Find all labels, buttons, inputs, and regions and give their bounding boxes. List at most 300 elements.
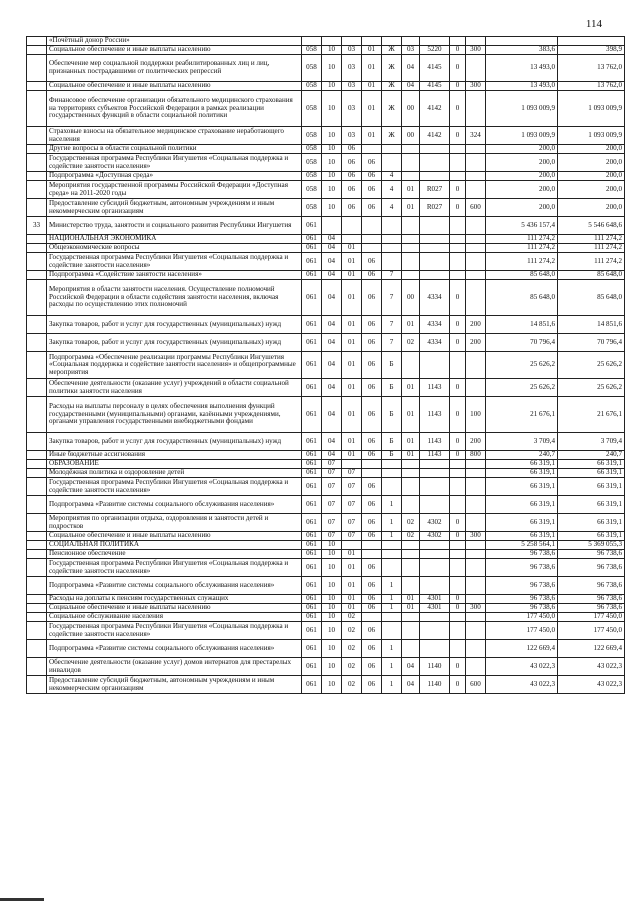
- table-row: [27, 235, 625, 244]
- code-cell: [450, 235, 466, 244]
- code-cell: 01: [362, 91, 382, 127]
- code-cell: [466, 460, 486, 469]
- row-name: Мероприятия государственной программы Российской Федерации «Доступная среда» на 2011-2020 годы: [47, 181, 302, 199]
- code-cell: [402, 271, 420, 280]
- amount-year-2: 43 022,3: [558, 676, 625, 694]
- row-name: Подпрограмма «Развитие системы социального обслуживания населения»: [47, 577, 302, 595]
- row-number: [27, 433, 47, 451]
- table-row: [27, 316, 625, 334]
- code-cell: [402, 496, 420, 514]
- table-row: [27, 217, 625, 235]
- table-row: [27, 244, 625, 253]
- amount-year-1: 5 258 564,1: [486, 541, 558, 550]
- amount-year-1: 122 669,4: [486, 640, 558, 658]
- code-cell: 01: [402, 604, 420, 613]
- code-cell: [420, 460, 450, 469]
- row-number: [27, 514, 47, 532]
- code-cell: 0: [450, 379, 466, 397]
- page-number: 114: [585, 18, 602, 30]
- code-cell: [362, 469, 382, 478]
- code-cell: [420, 172, 450, 181]
- code-cell: 06: [362, 199, 382, 217]
- code-cell: [420, 640, 450, 658]
- amount-year-1: 1 093 009,9: [486, 127, 558, 145]
- code-cell: 01: [402, 379, 420, 397]
- code-cell: [382, 235, 402, 244]
- amount-year-1: 43 022,3: [486, 658, 558, 676]
- amount-year-2: 200,0: [558, 181, 625, 199]
- code-cell: 01: [342, 451, 362, 460]
- code-cell: 07: [322, 532, 342, 541]
- code-cell: 058: [302, 91, 322, 127]
- code-cell: [382, 469, 402, 478]
- row-number: [27, 127, 47, 145]
- row-name: Молодёжная политика и оздоровление детей: [47, 469, 302, 478]
- code-cell: 04: [322, 244, 342, 253]
- amount-year-1: 43 022,3: [486, 676, 558, 694]
- code-cell: 10: [322, 82, 342, 91]
- code-cell: [466, 235, 486, 244]
- code-cell: [322, 217, 342, 235]
- code-cell: 06: [362, 604, 382, 613]
- code-cell: 07: [342, 514, 362, 532]
- code-cell: 01: [402, 451, 420, 460]
- code-cell: 061: [302, 397, 322, 433]
- code-cell: 00: [402, 280, 420, 316]
- code-cell: 01: [342, 280, 362, 316]
- code-cell: 06: [362, 532, 382, 541]
- code-cell: 061: [302, 379, 322, 397]
- code-cell: [402, 235, 420, 244]
- code-cell: 1: [382, 595, 402, 604]
- code-cell: 01: [362, 82, 382, 91]
- code-cell: 06: [362, 451, 382, 460]
- code-cell: 4334: [420, 280, 450, 316]
- code-cell: 04: [402, 82, 420, 91]
- code-cell: 061: [302, 577, 322, 595]
- amount-year-1: 111 274,2: [486, 235, 558, 244]
- amount-year-2: 96 738,6: [558, 559, 625, 577]
- code-cell: [450, 469, 466, 478]
- table-row: [27, 532, 625, 541]
- code-cell: [382, 622, 402, 640]
- amount-year-1: 66 319,1: [486, 532, 558, 541]
- code-cell: [466, 172, 486, 181]
- code-cell: 0: [450, 280, 466, 316]
- code-cell: [322, 37, 342, 46]
- code-cell: 04: [322, 271, 342, 280]
- code-cell: [420, 253, 450, 271]
- code-cell: 07: [342, 496, 362, 514]
- code-cell: 300: [466, 604, 486, 613]
- amount-year-2: [558, 37, 625, 46]
- code-cell: 200: [466, 316, 486, 334]
- amount-year-2: 200,0: [558, 154, 625, 172]
- code-cell: 300: [466, 46, 486, 55]
- code-cell: [402, 541, 420, 550]
- code-cell: 01: [402, 433, 420, 451]
- row-number: [27, 271, 47, 280]
- row-number: [27, 172, 47, 181]
- code-cell: 058: [302, 199, 322, 217]
- code-cell: [466, 244, 486, 253]
- amount-year-2: 111 274,2: [558, 235, 625, 244]
- amount-year-2: 96 738,6: [558, 550, 625, 559]
- code-cell: 06: [362, 433, 382, 451]
- code-cell: [450, 613, 466, 622]
- row-name: Обеспечение деятельности (оказание услуг) учреждений в области социальной политики занятости населения: [47, 379, 302, 397]
- code-cell: 06: [362, 676, 382, 694]
- code-cell: [402, 622, 420, 640]
- table-row: [27, 379, 625, 397]
- code-cell: 01: [402, 397, 420, 433]
- row-name: Обеспечение мер социальной поддержки реабилитированных лиц и лиц, признанных пострадавшими от политических репрессий: [47, 55, 302, 82]
- table-row: [27, 460, 625, 469]
- row-name: СОЦИАЛЬНАЯ ПОЛИТИКА: [47, 541, 302, 550]
- table-row: [27, 334, 625, 352]
- code-cell: 5220: [420, 46, 450, 55]
- code-cell: 07: [342, 478, 362, 496]
- row-number: [27, 496, 47, 514]
- code-cell: [342, 235, 362, 244]
- code-cell: [450, 37, 466, 46]
- code-cell: [450, 217, 466, 235]
- code-cell: [466, 145, 486, 154]
- code-cell: 0: [450, 181, 466, 199]
- amount-year-2: 200,0: [558, 145, 625, 154]
- code-cell: [402, 550, 420, 559]
- code-cell: 061: [302, 541, 322, 550]
- code-cell: 1: [382, 496, 402, 514]
- code-cell: 02: [342, 622, 362, 640]
- code-cell: 10: [322, 550, 342, 559]
- code-cell: [420, 541, 450, 550]
- code-cell: 10: [322, 622, 342, 640]
- code-cell: 10: [322, 199, 342, 217]
- amount-year-1: 383,6: [486, 46, 558, 55]
- code-cell: [466, 181, 486, 199]
- code-cell: 01: [402, 316, 420, 334]
- code-cell: 1: [382, 577, 402, 595]
- table-row: [27, 253, 625, 271]
- code-cell: 10: [322, 46, 342, 55]
- code-cell: 06: [362, 577, 382, 595]
- table-row: [27, 127, 625, 145]
- row-name: Закупка товаров, работ и услуг для государственных (муниципальных) нужд: [47, 433, 302, 451]
- code-cell: Б: [382, 397, 402, 433]
- code-cell: [402, 613, 420, 622]
- code-cell: 061: [302, 433, 322, 451]
- code-cell: 10: [322, 541, 342, 550]
- code-cell: 0: [450, 433, 466, 451]
- code-cell: 300: [466, 532, 486, 541]
- code-cell: [382, 460, 402, 469]
- code-cell: [342, 541, 362, 550]
- code-cell: 04: [322, 379, 342, 397]
- row-number: [27, 460, 47, 469]
- code-cell: Б: [382, 352, 402, 379]
- code-cell: 061: [302, 271, 322, 280]
- code-cell: [450, 352, 466, 379]
- code-cell: [420, 550, 450, 559]
- row-number: [27, 280, 47, 316]
- table-row: [27, 91, 625, 127]
- code-cell: 061: [302, 451, 322, 460]
- code-cell: [402, 172, 420, 181]
- code-cell: 4142: [420, 91, 450, 127]
- code-cell: 01: [342, 595, 362, 604]
- code-cell: 02: [342, 676, 362, 694]
- code-cell: 0: [450, 595, 466, 604]
- code-cell: 01: [342, 253, 362, 271]
- code-cell: 300: [466, 82, 486, 91]
- code-cell: 1143: [420, 451, 450, 460]
- amount-year-1: [486, 37, 558, 46]
- row-number: [27, 154, 47, 172]
- code-cell: 10: [322, 145, 342, 154]
- amount-year-1: 96 738,6: [486, 550, 558, 559]
- row-name: Подпрограмма «Развитие системы социального обслуживания населения»: [47, 496, 302, 514]
- code-cell: [382, 253, 402, 271]
- amount-year-1: 240,7: [486, 451, 558, 460]
- code-cell: [402, 244, 420, 253]
- table-row: [27, 658, 625, 676]
- code-cell: 061: [302, 352, 322, 379]
- row-number: [27, 550, 47, 559]
- amount-year-2: 398,9: [558, 46, 625, 55]
- code-cell: 06: [342, 199, 362, 217]
- code-cell: 1: [382, 604, 402, 613]
- code-cell: 0: [450, 397, 466, 433]
- code-cell: 10: [322, 577, 342, 595]
- amount-year-2: 85 648,0: [558, 280, 625, 316]
- code-cell: [402, 559, 420, 577]
- row-name: Пенсионное обеспечение: [47, 550, 302, 559]
- amount-year-2: 96 738,6: [558, 604, 625, 613]
- amount-year-1: 13 493,0: [486, 82, 558, 91]
- code-cell: [362, 541, 382, 550]
- code-cell: 04: [322, 433, 342, 451]
- code-cell: 061: [302, 460, 322, 469]
- table-body: [27, 37, 625, 694]
- row-name: Предоставление субсидий бюджетным, автономным учреждениям и иным некоммерческим организациям: [47, 199, 302, 217]
- code-cell: [362, 244, 382, 253]
- row-name: Мероприятия по организации отдыха, оздоровления и занятости детей и подростков: [47, 514, 302, 532]
- amount-year-1: 66 319,1: [486, 496, 558, 514]
- code-cell: [362, 145, 382, 154]
- code-cell: 04: [322, 352, 342, 379]
- code-cell: 1143: [420, 433, 450, 451]
- code-cell: 4302: [420, 532, 450, 541]
- code-cell: 06: [362, 334, 382, 352]
- row-number: [27, 253, 47, 271]
- row-number: [27, 55, 47, 82]
- amount-year-2: 111 274,2: [558, 253, 625, 271]
- code-cell: 04: [322, 316, 342, 334]
- table-row: [27, 352, 625, 379]
- row-name: Общеэкономические вопросы: [47, 244, 302, 253]
- code-cell: [362, 37, 382, 46]
- amount-year-2: 85 648,0: [558, 271, 625, 280]
- row-number: [27, 640, 47, 658]
- row-number: [27, 181, 47, 199]
- code-cell: 07: [322, 469, 342, 478]
- code-cell: 0: [450, 91, 466, 127]
- amount-year-2: 1 093 009,9: [558, 91, 625, 127]
- row-number: [27, 658, 47, 676]
- code-cell: 02: [402, 514, 420, 532]
- code-cell: 4145: [420, 82, 450, 91]
- row-number: [27, 334, 47, 352]
- code-cell: [402, 469, 420, 478]
- amount-year-1: 85 648,0: [486, 271, 558, 280]
- code-cell: [420, 217, 450, 235]
- code-cell: 600: [466, 676, 486, 694]
- table-row: [27, 550, 625, 559]
- code-cell: 06: [362, 172, 382, 181]
- table-row: [27, 577, 625, 595]
- row-number: [27, 613, 47, 622]
- amount-year-2: 66 319,1: [558, 469, 625, 478]
- code-cell: 061: [302, 316, 322, 334]
- code-cell: 061: [302, 676, 322, 694]
- amount-year-2: 3 709,4: [558, 433, 625, 451]
- table-row: [27, 397, 625, 433]
- table-row: [27, 514, 625, 532]
- row-number: [27, 46, 47, 55]
- code-cell: Ж: [382, 127, 402, 145]
- row-number: [27, 244, 47, 253]
- amount-year-1: 96 738,6: [486, 595, 558, 604]
- code-cell: 01: [342, 433, 362, 451]
- code-cell: 06: [362, 280, 382, 316]
- code-cell: [450, 253, 466, 271]
- code-cell: 324: [466, 127, 486, 145]
- row-number: [27, 199, 47, 217]
- code-cell: 04: [322, 280, 342, 316]
- code-cell: Ж: [382, 46, 402, 55]
- code-cell: 061: [302, 640, 322, 658]
- row-name: Государственная программа Республики Ингушетия «Социальная поддержка и содействие занятости населения»: [47, 154, 302, 172]
- code-cell: 03: [342, 82, 362, 91]
- code-cell: 03: [342, 55, 362, 82]
- code-cell: 061: [302, 613, 322, 622]
- code-cell: [342, 217, 362, 235]
- code-cell: 06: [362, 559, 382, 577]
- code-cell: 10: [322, 676, 342, 694]
- code-cell: 0: [450, 604, 466, 613]
- code-cell: [420, 352, 450, 379]
- code-cell: [466, 541, 486, 550]
- code-cell: 06: [362, 379, 382, 397]
- table-row: [27, 640, 625, 658]
- code-cell: 10: [322, 91, 342, 127]
- code-cell: [466, 613, 486, 622]
- code-cell: 4142: [420, 127, 450, 145]
- code-cell: Ж: [382, 82, 402, 91]
- code-cell: 058: [302, 154, 322, 172]
- amount-year-2: 21 676,1: [558, 397, 625, 433]
- code-cell: [450, 478, 466, 496]
- code-cell: 061: [302, 595, 322, 604]
- table-row: [27, 451, 625, 460]
- code-cell: [466, 550, 486, 559]
- row-number: [27, 235, 47, 244]
- code-cell: 06: [342, 154, 362, 172]
- code-cell: 1: [382, 514, 402, 532]
- code-cell: [420, 478, 450, 496]
- code-cell: 4301: [420, 604, 450, 613]
- code-cell: [450, 172, 466, 181]
- code-cell: 10: [322, 172, 342, 181]
- amount-year-1: 66 319,1: [486, 478, 558, 496]
- code-cell: [466, 379, 486, 397]
- row-name: Подпрограмма «Содействие занятости населения»: [47, 271, 302, 280]
- code-cell: [402, 37, 420, 46]
- code-cell: 00: [402, 91, 420, 127]
- row-name: Государственная программа Республики Ингушетия «Социальная поддержка и содействие занятости населения»: [47, 478, 302, 496]
- code-cell: 4334: [420, 316, 450, 334]
- code-cell: 01: [342, 550, 362, 559]
- code-cell: [450, 145, 466, 154]
- code-cell: [466, 658, 486, 676]
- code-cell: [382, 541, 402, 550]
- code-cell: 01: [402, 199, 420, 217]
- code-cell: 10: [322, 640, 342, 658]
- code-cell: 06: [362, 154, 382, 172]
- code-cell: 0: [450, 658, 466, 676]
- code-cell: 058: [302, 172, 322, 181]
- code-cell: 06: [362, 640, 382, 658]
- code-cell: 061: [302, 604, 322, 613]
- code-cell: 01: [342, 316, 362, 334]
- amount-year-1: 66 319,1: [486, 460, 558, 469]
- amount-year-1: 200,0: [486, 199, 558, 217]
- code-cell: 4: [382, 181, 402, 199]
- amount-year-2: 25 626,2: [558, 379, 625, 397]
- table-row: [27, 82, 625, 91]
- table-row: [27, 55, 625, 82]
- row-name: Финансовое обеспечение организации обязательного медицинского страхования на территориях субъектов Российской Федерации в рамках реализации государственных функций в области социальной политики: [47, 91, 302, 127]
- table-row: [27, 676, 625, 694]
- code-cell: [362, 550, 382, 559]
- code-cell: 02: [402, 334, 420, 352]
- code-cell: 00: [402, 127, 420, 145]
- amount-year-1: 200,0: [486, 145, 558, 154]
- code-cell: 10: [322, 604, 342, 613]
- code-cell: 06: [362, 181, 382, 199]
- code-cell: [466, 496, 486, 514]
- code-cell: 061: [302, 217, 322, 235]
- table-row: [27, 478, 625, 496]
- table-row: [27, 496, 625, 514]
- code-cell: 061: [302, 532, 322, 541]
- amount-year-2: 177 450,0: [558, 622, 625, 640]
- code-cell: 06: [362, 496, 382, 514]
- code-cell: 01: [362, 127, 382, 145]
- row-number: [27, 676, 47, 694]
- code-cell: [402, 640, 420, 658]
- table-row: [27, 271, 625, 280]
- amount-year-1: 66 319,1: [486, 469, 558, 478]
- row-name: Социальное обеспечение и иные выплаты населению: [47, 82, 302, 91]
- amount-year-2: 5 546 648,6: [558, 217, 625, 235]
- code-cell: [466, 271, 486, 280]
- row-number: [27, 316, 47, 334]
- code-cell: [342, 37, 362, 46]
- table-row: [27, 469, 625, 478]
- code-cell: [420, 469, 450, 478]
